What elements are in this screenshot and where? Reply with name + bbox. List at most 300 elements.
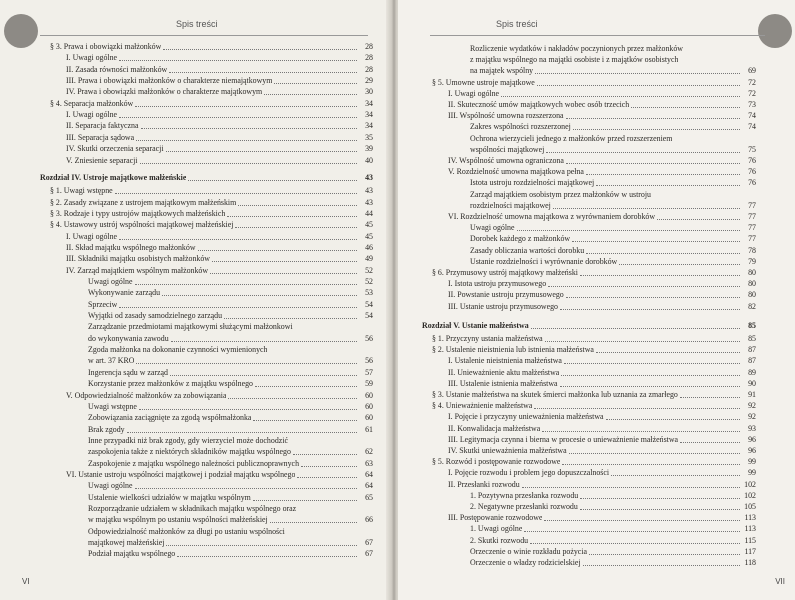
- toc-entry-page: 77: [748, 200, 756, 210]
- toc-entry-title: Ustanie rozdzielności i wyrównanie dorobków: [470, 256, 618, 266]
- toc-entry: [448, 167, 756, 177]
- leader-dots: [301, 466, 357, 467]
- toc-entry-page: 49: [365, 254, 373, 264]
- leader-dots: [542, 431, 740, 432]
- toc-entry: [66, 121, 373, 131]
- toc-entry-page: 54: [365, 311, 373, 321]
- toc-entry-page: 102: [744, 490, 756, 500]
- toc-entry-page: 54: [365, 299, 373, 309]
- leader-dots: [606, 419, 740, 420]
- toc-entry-page: 52: [365, 277, 373, 286]
- toc-entry: [66, 110, 373, 120]
- toc-entry: [448, 356, 756, 366]
- toc-entry-page: 46: [365, 242, 373, 252]
- toc-entry-page: 64: [365, 481, 373, 491]
- toc-entry-page: 90: [748, 378, 756, 388]
- toc-entry-page: 67: [365, 549, 373, 559]
- leader-dots: [548, 286, 740, 287]
- thumb-shadow: [758, 14, 792, 48]
- left-page: [0, 0, 390, 600]
- toc-entry-page: 43: [365, 186, 373, 196]
- toc-entry-page: 73: [748, 100, 756, 109]
- toc-entry: [66, 87, 373, 97]
- leader-dots: [522, 487, 740, 488]
- toc-entry-page: 80: [748, 268, 756, 277]
- toc-entry: [66, 144, 373, 154]
- toc-entry-page: 80: [748, 279, 756, 289]
- toc-entry-page: 105: [744, 502, 756, 511]
- toc-entry-title: Rozdział V. Ustanie małżeństwa: [422, 320, 529, 330]
- toc-entry: [448, 412, 756, 422]
- leader-dots: [139, 409, 357, 410]
- running-header-right: Spis treści: [496, 19, 538, 29]
- leader-dots: [501, 96, 740, 97]
- leader-dots: [135, 106, 357, 107]
- toc-entry-title: III. Składniki majątku osobistych małżonków: [66, 254, 210, 264]
- toc-entry: [66, 391, 373, 401]
- leader-dots: [596, 352, 740, 353]
- toc-entry: [66, 266, 373, 276]
- toc-entry-title: III. Prawa i obowiązki małżonków o charakterze niemajątkowym: [66, 76, 273, 86]
- leader-dots: [566, 297, 740, 298]
- leader-dots: [560, 309, 740, 310]
- toc-entry: [66, 133, 373, 143]
- toc-entry-title: Rozdział IV. Ustroje majątkowe małżeńskie: [40, 172, 187, 182]
- leader-dots: [170, 375, 357, 376]
- toc-entry-page: 113: [744, 513, 756, 523]
- leader-dots: [198, 250, 357, 251]
- toc-entry: [88, 493, 373, 503]
- toc-entry: [50, 209, 373, 219]
- leader-dots: [537, 85, 740, 86]
- toc-entry-page: 63: [365, 458, 373, 468]
- toc-entry: [470, 547, 756, 557]
- toc-entry: [470, 257, 756, 267]
- toc-entry: [88, 334, 373, 344]
- leader-dots: [544, 520, 740, 521]
- leader-dots: [566, 118, 740, 119]
- toc-entry-page: 99: [748, 468, 756, 478]
- toc-entry-title: § 4. Unieważnienie małżeństwa: [432, 401, 533, 411]
- toc-entry-page: 96: [748, 446, 756, 455]
- leader-dots: [119, 239, 357, 240]
- leader-dots: [553, 208, 740, 209]
- leader-dots: [135, 488, 358, 489]
- toc-entry-page: 113: [744, 524, 756, 534]
- toc-entry-page: 82: [748, 301, 756, 311]
- toc-entry-title: § 3. Rodzaje i typy ustrojów majątkowych małżeńskich: [50, 208, 226, 218]
- toc-entry-title: Inne przypadki niż brak zgody, gdy wierzyciel może dochodzić: [88, 435, 288, 445]
- leader-dots: [631, 107, 740, 108]
- toc-entry: [88, 425, 373, 435]
- toc-entry-title: § 4. Ustawowy ustrój wspólności majątkowej małżeńskiej: [50, 220, 234, 230]
- toc-entry-title: II. Skład majątku wspólnego małżonków: [66, 242, 196, 252]
- toc-entry: [470, 201, 756, 211]
- leader-dots: [227, 216, 357, 217]
- toc-entry-page: 45: [365, 220, 373, 230]
- leader-dots: [572, 241, 740, 242]
- leader-dots: [580, 498, 740, 499]
- thumb-shadow: [4, 14, 38, 48]
- leader-dots: [171, 341, 357, 342]
- toc-entry-title: I. Pojęcie i przyczyny unieważnienia małżeństwa: [448, 412, 604, 422]
- toc-entry-page: 44: [365, 208, 373, 218]
- toc-entry-page: 30: [365, 87, 373, 97]
- toc-entry: [470, 246, 756, 256]
- leader-dots: [253, 500, 357, 501]
- running-header-left: Spis treści: [176, 19, 218, 29]
- leader-dots: [566, 163, 740, 164]
- toc-entry: [432, 345, 756, 355]
- toc-entry-title: II. Zasada równości małżonków: [66, 64, 168, 74]
- leader-dots: [127, 432, 357, 433]
- leader-dots: [524, 531, 740, 532]
- leader-dots: [235, 227, 357, 228]
- toc-entry-page: 53: [365, 288, 373, 298]
- leader-dots: [564, 363, 740, 364]
- toc-entry-title: Podział majątku wspólnego: [88, 549, 176, 559]
- toc-entry-title: na majątek wspólny: [470, 66, 534, 76]
- toc-entry-page: 78: [748, 245, 756, 255]
- toc-entry-title: Uwagi wstępne: [88, 401, 137, 411]
- leader-dots: [580, 509, 740, 510]
- toc-entry: [448, 89, 756, 99]
- toc-entry: [88, 481, 373, 491]
- toc-entry: [448, 480, 756, 490]
- toc-entry-title: II. Unieważnienie aktu małżeństwa: [448, 367, 560, 377]
- leader-dots: [119, 307, 357, 308]
- toc-entry-page: 35: [365, 132, 373, 142]
- toc-entry-page: 115: [744, 535, 756, 545]
- toc-entry: [470, 524, 756, 534]
- toc-entry: [50, 42, 373, 52]
- toc-entry-title: VI. Ustanie ustroju wspólności majątkowej i podział majątku wspólnego: [66, 469, 296, 479]
- toc-entry-title: § 1. Przyczyny ustania małżeństwa: [432, 334, 543, 343]
- toc-entry: [432, 268, 756, 278]
- toc-entry-title: I. Uwagi ogólne: [66, 231, 118, 241]
- toc-entry: [470, 234, 756, 244]
- toc-entry-title: Rozliczenie wydatków i nakładów poczynionych przez małżonków: [470, 44, 683, 53]
- toc-entry-title: Wykonywanie zarządu: [88, 288, 161, 298]
- toc-entry-title: majątkowej małżeńskiej: [88, 538, 165, 548]
- leader-dots: [274, 83, 357, 84]
- toc-entry: [448, 156, 756, 166]
- toc-entry-page: 62: [365, 447, 373, 457]
- toc-entry: [448, 368, 756, 378]
- toc-entry-title: IV. Prawa i obowiązki małżonków o charakterze majątkowym: [66, 87, 263, 97]
- toc-entry-page: 74: [748, 111, 756, 121]
- toc-entry-page: 64: [365, 469, 373, 479]
- toc-entry: [88, 549, 373, 559]
- toc-entry-title: II. Powstanie ustroju przymusowego: [448, 290, 564, 300]
- toc-entry: [66, 232, 373, 242]
- leader-dots: [224, 318, 357, 319]
- toc-entry-page: 76: [748, 156, 756, 165]
- toc-entry: [88, 288, 373, 298]
- leader-dots: [657, 219, 740, 220]
- toc-entry-title: II. Konwalidacja małżeństwa: [448, 423, 541, 433]
- leader-dots: [169, 72, 357, 73]
- toc-entry-title: IV. Zarząd majątkiem wspólnym małżonków: [66, 265, 209, 275]
- toc-entry-title: 2. Skutki rozwodu: [470, 535, 529, 545]
- toc-entry-page: 60: [365, 401, 373, 411]
- leader-dots: [535, 73, 740, 74]
- leader-dots: [611, 475, 740, 476]
- leader-dots: [136, 363, 357, 364]
- toc-entry-title: I. Uwagi ogólne: [66, 53, 118, 63]
- header-rule: [40, 35, 368, 36]
- toc-entry-title: III. Ustanie ustroju przymusowego: [448, 301, 559, 311]
- toc-entry-page: 74: [748, 122, 756, 132]
- leader-dots: [530, 543, 740, 544]
- toc-entry-page: 66: [365, 515, 373, 525]
- toc-entry-title: Zobowiązania zaciągnięte za zgodą współmałżonka: [88, 413, 252, 423]
- toc-entry-title: Orzeczenie o winie rozkładu pożycia: [470, 546, 587, 556]
- toc-entry-title: IV. Skutki unieważnienia małżeństwa: [448, 446, 567, 455]
- toc-entry-title: Zarząd majątkiem osobistym przez małżonków w ustroju: [470, 189, 651, 199]
- toc-entry-page: 87: [748, 345, 756, 355]
- toc-entry-title: § 2. Zasady związane z ustrojem majątkowym małżeńskim: [50, 197, 237, 207]
- toc-entry-title: zaspokojenia także z niektórych składników majątku wspólnego: [88, 447, 291, 457]
- toc-entry-page: 99: [748, 457, 756, 467]
- toc-entry-title: § 3. Ustanie małżeństwa na skutek śmierci małżonka lub uznania za zmarłego: [432, 390, 678, 399]
- leader-dots: [140, 163, 358, 164]
- toc-entry-page: 76: [748, 178, 756, 188]
- toc-entry-page: 29: [365, 76, 373, 86]
- leader-dots: [253, 420, 357, 421]
- toc-entry-title: Brak zgody: [88, 424, 125, 434]
- toc-entry-title: Istota ustroju rozdzielności majątkowej: [470, 178, 595, 188]
- toc-entry-title: I. Uwagi ogólne: [448, 88, 500, 98]
- toc-entry-title: § 3. Prawa i obowiązki małżonków: [50, 42, 162, 51]
- toc-entry-page: 43: [365, 197, 373, 207]
- toc-entry: [88, 402, 373, 412]
- toc-entry: [66, 76, 373, 86]
- toc-entry-page: 60: [365, 390, 373, 400]
- leader-dots: [228, 398, 357, 399]
- toc-entry-page: 34: [365, 98, 373, 108]
- leader-dots: [141, 128, 357, 129]
- toc-entry-page: 69: [748, 66, 756, 76]
- toc-entry: [432, 334, 756, 344]
- leader-dots: [115, 193, 357, 194]
- leader-dots: [546, 152, 740, 153]
- toc-entry: [88, 413, 373, 423]
- toc-entry: [88, 277, 373, 287]
- toc-entry: [88, 379, 373, 389]
- toc-entry-title: Rozporządzanie udziałem w składnikach majątku wspólnego oraz: [88, 504, 297, 513]
- toc-entry: [470, 502, 756, 512]
- toc-entry-title: III. Separacja sądowa: [66, 132, 135, 142]
- toc-entry-page: 118: [744, 558, 756, 567]
- leader-dots: [586, 174, 740, 175]
- toc-entry-page: 75: [748, 144, 756, 154]
- toc-entry-title: VI. Rozdzielność umowna majątkowa z wyrównaniem dorobków: [448, 212, 656, 221]
- toc-entry-page: 85: [748, 334, 756, 343]
- toc-entry-title: Uwagi ogólne: [88, 277, 133, 286]
- page-number-left: VI: [22, 577, 30, 586]
- toc-entry-title: III. Wspólność umowna rozszerzona: [448, 111, 564, 121]
- toc-entry-page: 61: [365, 424, 373, 434]
- toc-entry: [470, 66, 756, 76]
- toc-entry-title: rozdzielności majątkowej: [470, 200, 551, 210]
- leader-dots: [589, 554, 740, 555]
- toc-entry-title: I. Pojęcie rozwodu i problem jego dopuszczalności: [448, 468, 610, 478]
- toc-entry: [88, 436, 373, 446]
- toc-entry: [432, 390, 756, 400]
- leader-dots: [135, 284, 358, 285]
- toc-entry-title: I. Istota ustroju przymusowego: [448, 279, 547, 289]
- toc-entry-page: 77: [748, 212, 756, 221]
- toc-entry-page: 56: [365, 356, 373, 366]
- toc-entry: [66, 53, 373, 63]
- toc-entry-page: 72: [748, 77, 756, 87]
- toc-entry-page: 77: [748, 223, 756, 233]
- toc-entry-page: 93: [748, 423, 756, 433]
- toc-entry-title: II. Skuteczność umów majątkowych wobec osób trzecich: [448, 100, 630, 109]
- leader-dots: [569, 453, 740, 454]
- toc-entry: [448, 379, 756, 389]
- toc-entry-title: § 1. Uwagi wstępne: [50, 186, 113, 196]
- toc-entry-page: 39: [365, 144, 373, 154]
- toc-entry: [470, 145, 756, 155]
- leader-dots: [162, 295, 357, 296]
- leader-dots: [680, 442, 740, 443]
- leader-dots: [297, 477, 357, 478]
- toc-entry: [50, 186, 373, 196]
- toc-entry: [50, 198, 373, 208]
- leader-dots: [293, 454, 357, 455]
- toc-entry-title: Uwagi ogólne: [88, 481, 133, 491]
- toc-entry: [88, 311, 373, 321]
- leader-dots: [517, 230, 741, 231]
- toc-entry-page: 28: [365, 42, 373, 51]
- leader-dots: [270, 522, 357, 523]
- toc-entry: [432, 457, 756, 467]
- toc-entry: [448, 435, 756, 445]
- toc-entry-title: Uwagi ogólne: [470, 223, 515, 233]
- leader-dots: [545, 341, 740, 342]
- toc-entry: [66, 470, 373, 480]
- toc-entry: [422, 321, 756, 331]
- toc-entry-title: w majątku wspólnym po ustaniu wspólności małżeńskiej: [88, 515, 268, 525]
- toc-entry-title: IV. Skutki orzeczenia separacji: [66, 144, 164, 154]
- toc-entry-title: w art. 37 KRO: [88, 356, 135, 366]
- toc-entry-page: 85: [748, 320, 756, 330]
- leader-dots: [264, 94, 357, 95]
- toc-entry-page: 34: [365, 110, 373, 120]
- toc-entry: [50, 99, 373, 109]
- toc-entry: [88, 504, 373, 514]
- toc-entry-title: III. Postępowanie rozwodowe: [448, 513, 543, 523]
- leader-dots: [210, 273, 357, 274]
- toc-entry-title: 1. Pozytywna przesłanka rozwodu: [470, 490, 579, 500]
- toc-entry-page: 92: [748, 401, 756, 411]
- toc-entry: [88, 368, 373, 378]
- leader-dots: [177, 556, 357, 557]
- toc-entry-page: 72: [748, 88, 756, 98]
- toc-entry-title: Orzeczenie o władzy rodzicielskiej: [470, 558, 581, 567]
- toc-entry-title: V. Odpowiedzialność małżonków za zobowiązania: [66, 390, 227, 400]
- toc-entry-title: Dorobek każdego z małżonków: [470, 234, 571, 244]
- toc-entry-title: Zakres wspólności rozszerzonej: [470, 122, 571, 132]
- toc-entry-title: III. Legitymacja czynna i bierna w procesie o unieważnienie małżeństwa: [448, 434, 679, 444]
- toc-entry: [88, 538, 373, 548]
- toc-entry-page: 67: [365, 538, 373, 548]
- leader-dots: [166, 545, 357, 546]
- toc-entry-page: 80: [748, 290, 756, 300]
- toc-entry-title: Korzystanie przez małżonków z majątku wspólnego: [88, 379, 253, 389]
- toc-entry-title: Zarządzanie przedmiotami majątkowymi służącymi małżonkowi: [88, 322, 293, 332]
- toc-entry-page: 117: [744, 546, 756, 556]
- toc-entry-title: 2. Negatywne przesłanki rozwodu: [470, 502, 578, 511]
- toc-entry-title: II. Przesłanki rozwodu: [448, 479, 520, 489]
- toc-entry-title: Wyjątki od zasady samodzielnego zarządu: [88, 311, 223, 321]
- toc-entry: [88, 356, 373, 366]
- leader-dots: [136, 140, 357, 141]
- toc-entry-page: 76: [748, 167, 756, 177]
- toc-entry: [448, 513, 756, 523]
- leader-dots: [586, 253, 740, 254]
- toc-entry-page: 60: [365, 413, 373, 423]
- toc-entry-title: Ingerencja sądu w zarząd: [88, 367, 168, 377]
- toc-entry: [88, 527, 373, 537]
- toc-entry-page: 96: [748, 434, 756, 444]
- toc-entry: [40, 173, 373, 183]
- toc-entry-title: I. Ustalenie nieistnienia małżeństwa: [448, 356, 562, 366]
- toc-entry-page: 40: [365, 155, 373, 165]
- toc-entry-title: Ustalenie wielkości udziałów w majątku wspólnym: [88, 492, 251, 502]
- leader-dots: [188, 180, 357, 181]
- toc-entry-title: 1. Uwagi ogólne: [470, 524, 523, 534]
- toc-entry-title: V. Zniesienie separacji: [66, 155, 138, 165]
- leader-dots: [119, 117, 357, 118]
- toc-entry-title: V. Rozdzielność umowna majątkowa pełna: [448, 167, 584, 177]
- toc-entry: [88, 300, 373, 310]
- toc-entry-title: § 6. Przymusowy ustrój majątkowy małżeński: [432, 268, 578, 277]
- toc-entry: [66, 243, 373, 253]
- leader-dots: [562, 464, 740, 465]
- leader-dots: [238, 205, 357, 206]
- leader-dots: [680, 397, 740, 398]
- toc-entry-page: 102: [744, 479, 756, 489]
- leader-dots: [166, 151, 357, 152]
- toc-entry: [448, 111, 756, 121]
- toc-entry-page: 45: [365, 231, 373, 241]
- right-page: [398, 0, 795, 600]
- leader-dots: [596, 185, 740, 186]
- toc-entry: [470, 122, 756, 132]
- toc-entry: [448, 424, 756, 434]
- leader-dots: [212, 261, 357, 262]
- toc-entry: [470, 55, 756, 65]
- toc-entry: [432, 78, 756, 88]
- toc-entry: [470, 134, 756, 144]
- toc-entry-title: Odpowiedzialność małżonków za długi po ustaniu wspólności: [88, 526, 285, 536]
- toc-entry: [470, 190, 756, 200]
- toc-entry-title: § 4. Separacja małżonków: [50, 98, 134, 108]
- toc-entry-page: 43: [365, 172, 373, 182]
- toc-entry-title: § 5. Rozwód i postępowanie rozwodowe: [432, 457, 561, 467]
- toc-entry-title: Zgoda małżonka na dokonanie czynności wymienionych: [88, 345, 268, 355]
- toc-entry: [448, 468, 756, 478]
- toc-entry: [50, 220, 373, 230]
- toc-entry-page: 77: [748, 234, 756, 244]
- toc-entry-title: z majątku wspólnego na majątki osobiste i z majątków osobistych: [470, 55, 679, 65]
- leader-dots: [573, 129, 740, 130]
- toc-entry: [66, 156, 373, 166]
- toc-entry-title: Ochrona wierzycieli jednego z małżonków przed rozszerzeniem: [470, 133, 673, 143]
